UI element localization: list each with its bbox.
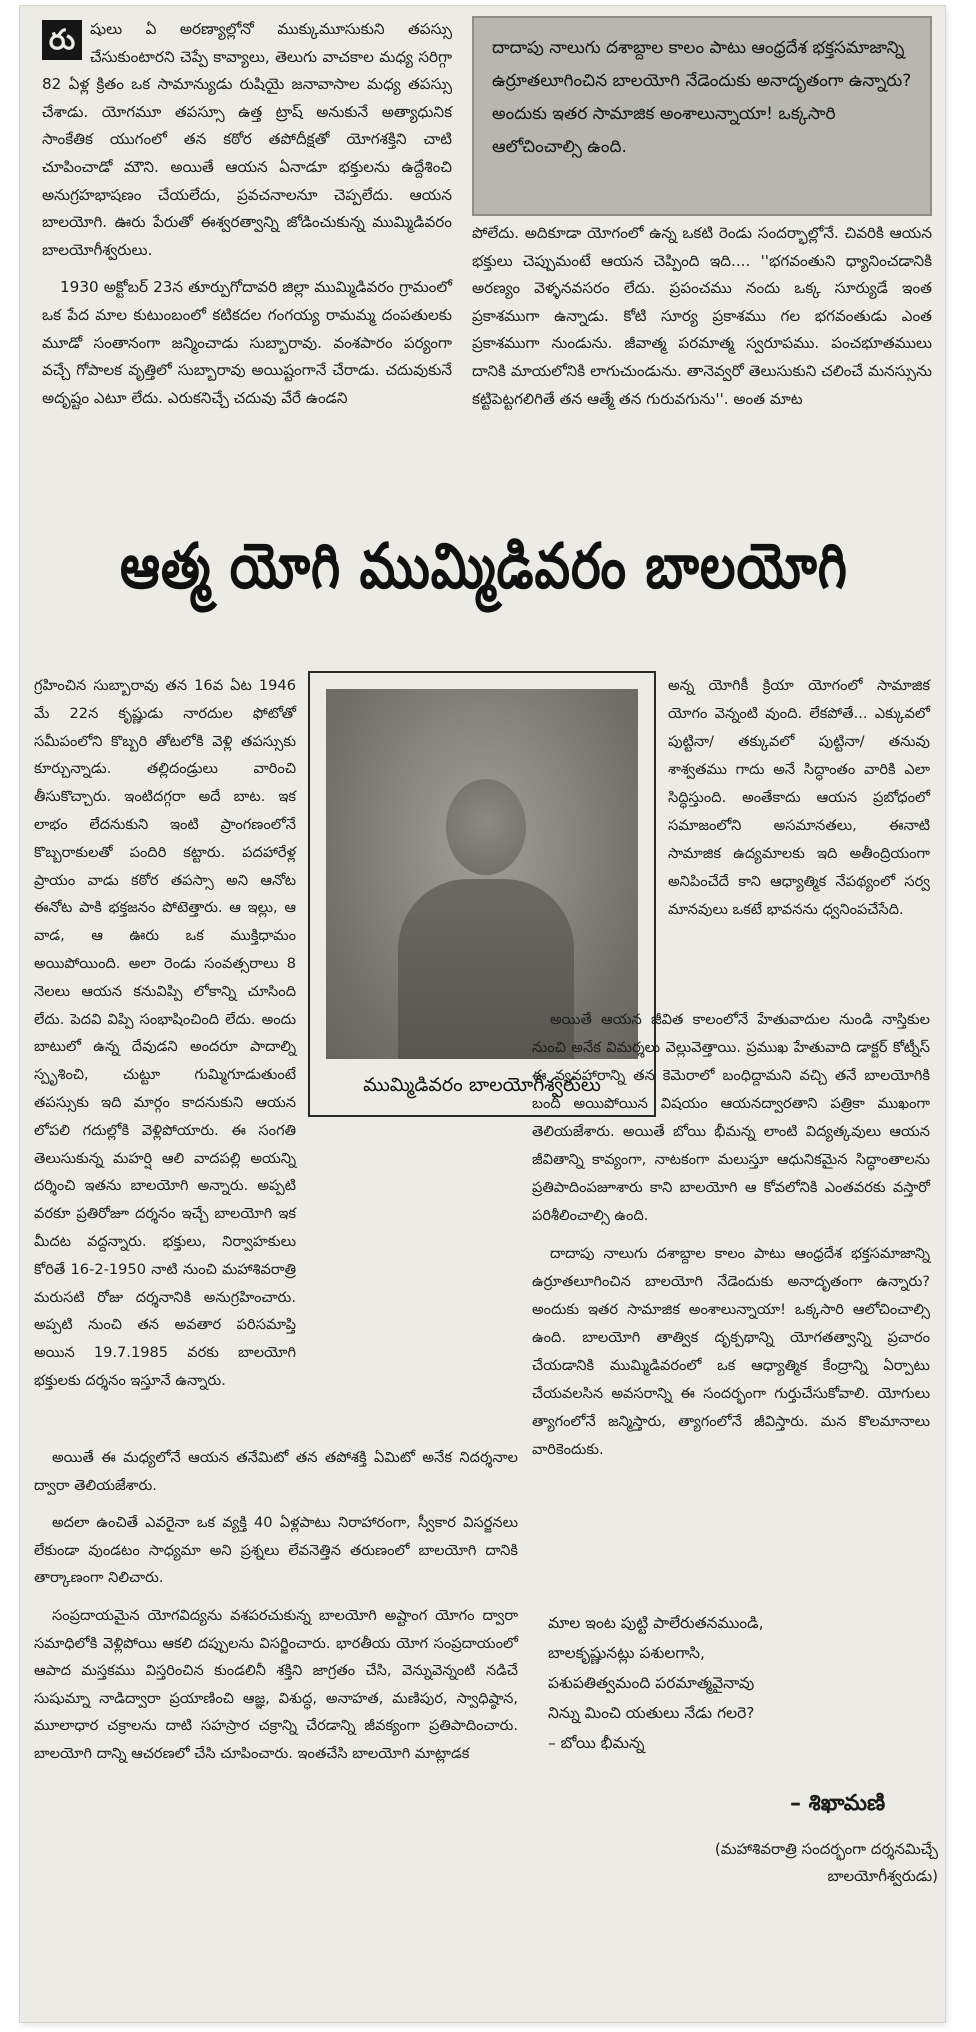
verse-line: మాల ఇంట పుట్టి పాలేరుతనముండి,	[548, 1614, 764, 1632]
right-paragraph-2: అయితే ఆయన జీవిత కాలంలోనే హేతువాదుల నుండి నాస్తికుల నుంచి అనేక విమర్శలు వెల్లువెత్తాయి. ప్రముఖ హేతువాది డాక్టర్ కోట్నీస్ ఈ వ్యవహారాన్ని తన కెమెరాలో బంధిద్దామని వచ్చి తనే బాలయోగికి బందీ అయిపోయిన విషయం ఆయనద్వారతాని పత్రికా ముఖంగా తెలియజేశారు. అయితే బోయి భీమన్న లాంటి విద్యత్కవులు ఆయన జీవితాన్ని కావ్యంగా, నాటకంగా మలుస్తూ ఆధునికమైన సిద్ధాంతాలను ప్రతిపాదింపజూశారు కాని బాలయోగి ఆ కోవలోనికి ఎంతవరకు వస్తారో పరిశీలించాల్సి ఉంది.	[532, 1011, 930, 1224]
drop-cap: రు	[42, 20, 82, 60]
left-paragraph-2: అయితే ఈ మధ్యలోనే ఆయన తనేమిటో తన తపోశక్తి ఏమిటో అనేక నిదర్శనాల ద్వారా తెలియజేశారు.	[34, 1449, 518, 1494]
portrait-head	[446, 779, 526, 875]
lower-wide-column	[34, 1444, 518, 1778]
verse-line: నిన్ను మించి యతులు నేడు గలరె?	[548, 1704, 755, 1722]
right-lower-column	[532, 1006, 930, 1474]
quote-paragraph: పోలేదు. అదికూడా యోగంలో ఉన్న ఒకటి రెండు సందర్భాల్లోనే. చివరికి ఆయన భక్తులు చెప్పుమంటే ఆయన చెప్పింది ఇది.... ''భగవంతుని ధ్యానించడానికి అరణ్యం వెళ్ళనవసరం లేదు. ప్రపంచము నందు ఒక్క సూర్యుడే ఇంత ప్రకాశముగా ఉన్నాడు. కోటి సూర్య ప్రకాశము గల భగవంతుడు ఎంత ప్రకాశముగా నుండును. జీవాత్మ పరమాత్మ స్వరూపము. పంచభూతములు దానికి మాయలోనికి లాగుచుండును. తానెవ్వరో తెలుసుకుని చలించే మనస్సును కట్టిపెట్టగలిగితే తన ఆత్మే తన గురువగును''. అంత మాట	[472, 224, 932, 408]
left-paragraph-3: అదలా ఉంచితే ఎవరైనా ఒక వ్యక్తి 40 ఏళ్లపాటు నిరాహారంగా, స్వీకార విసర్జనలు లేకుండా వుండటం సాధ్యమా అని ప్రశ్నలు లేవనెత్తిన తరుణంలో బాలయోగి దానికి తార్కాణంగా నిలిచారు.	[34, 1514, 518, 1587]
intro-paragraph: రు షులు ఏ అరణ్యాల్లోనో ముక్కుమూసుకుని తపస్సు చేసుకుంటారని చెప్పే కావ్యాలు, తెలుగు వాచకాల మధ్య సరిగ్గా 82 ఏళ్ల క్రితం ఒక సామాన్యుడు రుషియై జనావాసాల మధ్య తపస్సు చేశాడు. యోగమూ తపస్సూ ఉత్త ట్రాష్ అనుకునే అత్యాధునిక సాంకేతిక యుగంలో తన కఠోర తపోదీక్షతో యోగశక్తిని చాటి చూపించాడో మౌని. అయితే ఆయన ఏనాడూ భక్తులను ఉద్దేశించి అనుగ్రహభాషణం చేయలేదు, ప్రవచనాలనూ చెప్పలేదు. ఆయన బాలయోగి. ఊరు పేరుతో ఈశ్వరత్వాన్ని జోడించుకున్న ముమ్మిడివరం బాలయోగీశ్వరులు.	[42, 20, 452, 259]
top-right-column	[472, 220, 932, 423]
right-column	[668, 672, 930, 934]
verse-line: పశుపతిత్వమంది పరమాత్మవైనావు	[548, 1674, 755, 1692]
left-column	[34, 672, 296, 1405]
newspaper-clipping	[20, 6, 945, 2022]
left-paragraph-1: గ్రహించిన సుబ్బారావు తన 16వ ఏట 1946 మే 22న కృష్ణుడు నారదుల ఫోటోతో సమీపంలోని కొబ్బరి తోటలోకి వెళ్లి తపస్సుకు కూర్చున్నాడు. తల్లిదండ్రులు వారించి తీసుకొచ్చారు. ఇంటిదగ్గరా అదే బాట. ఇక లాభం లేదనుకుని ఇంటి ప్రాంగణంలోనే కొబ్బరాకులతో పందిరి కట్టారు. పదహారేళ్ల ప్రాయం వాడు కఠోర తపస్సా అని ఆనోట ఈనోట పాకి భక్తజనం పోటెత్తారు. ఆ ఇల్లు, ఆ వాడ, ఆ ఊరు ఒక ముక్తిధామం అయిపోయింది. అలా రెండు సంవత్సరాలు 8 నెలలు ఆయన కనువిప్పి లోకాన్ని చూసింది లేదు. పెదవి విప్పి సంభాషించింది లేదు. అందు బాటులో ఉన్న దేవుడని అందరూ పాదాల్ని స్పృశించి, చుట్టూ గుమ్మిగూడుతుంటే తపస్సుకు ఇది మార్గం కాదనుకుని ఆయన లోపలి గదుల్లోకి వెళ్లిపోయారు. ఈ సంగతి తెలుసుకున్న మహర్షి ఆలి వాదపల్లి అయన్ని దర్శించి ఇతను బాలయోగి అన్నారు. అప్పటి వరకూ ప్రతిరోజూ దర్శనం ఇచ్చే బాలయోగి ఇక మీదట వద్దన్నారు. భక్తులు, నిర్వాహకులు కోరితే 16-2-1950 నాటి నుంచి మహాశివరాత్రి మరుసటి రోజు దర్శనానికి అనుగ్రహించారు. అప్పటి నుంచి తన అవతార పరిసమాప్తి అయిన 19.7.1985 వరకు బాలయోగి భక్తులకు దర్శనం ఇస్తూనే ఉన్నారు.	[34, 677, 296, 1389]
verse-attribution: – బోయి భీమన్న	[548, 1734, 645, 1752]
verse-line: బాలకృష్ణునట్లు పశులగాసి,	[548, 1644, 705, 1662]
birth-paragraph: 1930 అక్టోబర్ 23న తూర్పుగోదావరి జిల్లా ముమ్మిడివరం గ్రామంలో ఒక పేద మాల కుటుంబంలో కటికదల గంగయ్య రామమ్మ దంపతులకు మూడో సంతానంగా జన్మించాడు సుబ్బారావు. వంశపారం పర్యంగా వచ్చే గోపాలక వృత్తిలో సుబ్బారావు అయిష్టంగానే చేరాడు. చదువుకునే అదృష్టం ఎటూ లేదు. ఎరుకనిచ్చే చదువు వేరే ఉండని	[42, 278, 452, 407]
right-paragraph-1: అన్న యోగికీ క్రియా యోగంలో సామాజిక యోగం వెన్నంటి వుంది. లేకపోతే... ఎక్కువలో పుట్టినా/ తక్కువలో పుట్టినా/ తనువు శాశ్వతము గాదు అనే సిద్ధాంతం వారికి ఎలా సిద్ధిస్తుంది. అంతేకాదు ఆయన ప్రబోధంలో సమాజంలోని అసమానతలు, ఈనాటి సామాజిక ఉద్యమాలకు ఇది అతీంద్రియంగా అనిపించేదే కాని ఆధ్యాత్మిక నేపథ్యంలో సర్వ మానవులు ఒకటే భావనను ధ్వనింపచేసేది.	[668, 677, 930, 918]
author-byline: – శిఖామణి	[790, 1791, 886, 1816]
pull-quote-box: దాదాపు నాలుగు దశాబ్దాల కాలం పాటు ఆంధ్రదేశ భక్తసమాజాన్ని ఉర్రూతలూగించిన బాలయోగి నేడెందుకు అనాదృతంగా ఉన్నారు? అందుకు ఇతర సామాజిక అంశాలున్నాయా! ఒక్కసారి ఆలోచించాల్సి ఉంది.	[472, 16, 932, 216]
portrait-photo	[326, 689, 638, 1059]
photo-note: (మహాశివరాత్రి సందర్భంగా దర్శనమిచ్చే బాలయోగీశ్వరుడు)	[714, 1840, 938, 1885]
right-paragraph-3: దాదాపు నాలుగు దశాబ్దాల కాలం పాటు ఆంధ్రదేశ భక్తసమాజాన్ని ఉర్రూతలూగించిన బాలయోగి నేడెందుకు అనాదృతంగా ఉన్నారు? అందుకు ఇతర సామాజిక అంశాలున్నాయా! ఒక్కసారి ఆలోచించాల్సి ఉంది. బాలయోగి తాత్విక దృక్పథాన్ని యోగతత్వాన్ని ప్రచారం చేయడానికి ముమ్మిడివరంలో ఒక ఆధ్యాత్మిక కేంద్రాన్ని ఏర్పాటు చేయవలసిన అవసరాన్ని ఈ సందర్భంగా గుర్తుచేసుకోవాలి. యోగులు త్యాగంలోనే జన్మిస్తారు, త్యాగంలోనే జీవిస్తారు. మన కొలమానాలు వారికెందుకు.	[532, 1245, 930, 1458]
left-paragraph-4: సంప్రదాయమైన యోగవిద్యను వశపరచుకున్న బాలయోగి అష్టాంగ యోగం ద్వారా సమాధిలోకి వెళ్లిపోయి ఆకలి దప్పులను విసర్జించారు. భారతీయ యోగ సంప్రదాయంలో ఆపాద మస్తకము విస్తరించిన కుండలినీ శక్తిని జాగ్రతం చేసి, వెన్నువెన్నంటి నడిచే సుషుమ్నా నాడిద్వారా ప్రయాణించి ఆజ్ఞ, విశుద్ధ, అనాహత, మణిపుర, స్వాధిష్ఠాన, మూలాధార చక్రాలను దాటి సహస్రార చక్రాన్ని చేరడాన్ని జీవక్యంగా ప్రతిపాదించారు. బాలయోగి దాన్ని ఆచరణలో చేసి చూపించారు. ఇంతచేసి బాలయోగి మాట్లాడక	[34, 1606, 518, 1762]
poem-verse	[548, 1608, 928, 1758]
headline: ఆత్మ యోగి ముమ్మిడివరం బాలయోగి	[120, 528, 848, 603]
top-left-column	[42, 16, 452, 422]
photo-caption: ముమ్మిడివరం బాలయోగీశ్వరులు	[363, 1074, 601, 1096]
